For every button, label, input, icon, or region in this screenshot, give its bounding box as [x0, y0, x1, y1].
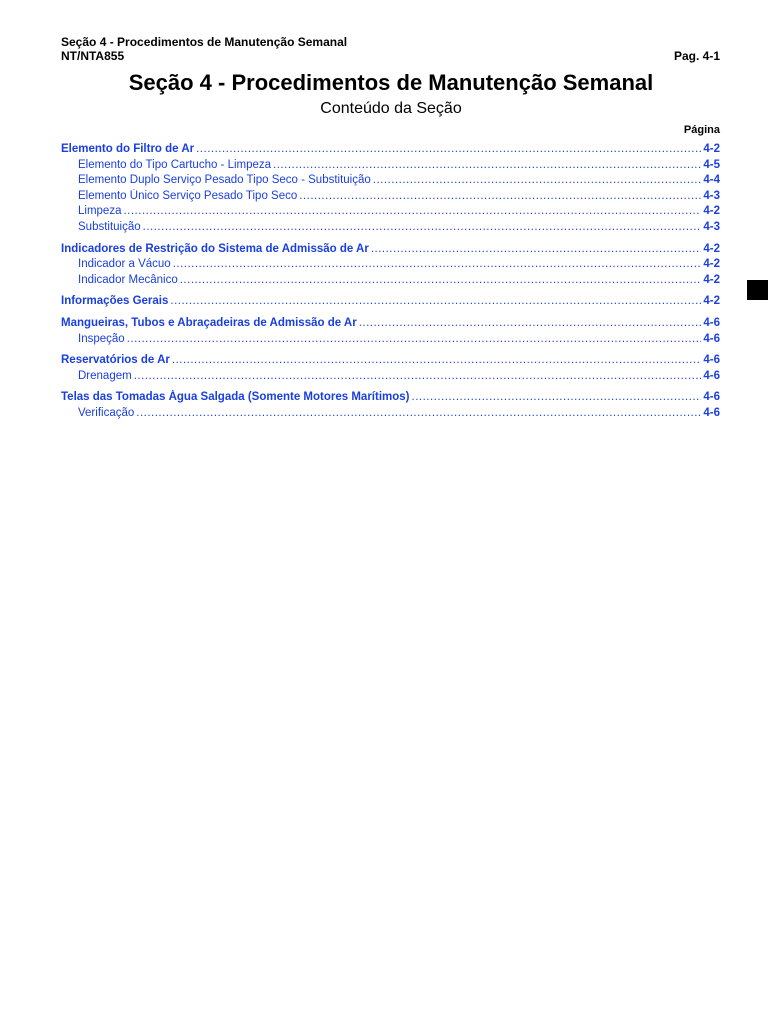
toc-entry-label: Reservatórios de Ar [61, 354, 170, 367]
toc-entry-page: 4-3 [703, 189, 720, 202]
page-column-label: Página [683, 124, 720, 136]
toc-leader-dots [172, 353, 702, 369]
toc-entry-page: 4-2 [703, 205, 720, 218]
toc-entry-label: Elemento Duplo Serviço Pesado Tipo Seco - Substituição [78, 174, 371, 187]
toc-main-entry[interactable] [61, 390, 720, 406]
toc-group [61, 390, 720, 421]
toc-leader-dots [123, 204, 701, 220]
toc-entry-label: Indicador Mecânico [78, 273, 178, 286]
toc-leader-dots [180, 273, 702, 289]
toc-entry-page: 4-2 [703, 295, 720, 308]
table-of-contents [61, 142, 720, 428]
toc-sub-entry[interactable] [61, 257, 720, 273]
toc-main-entry[interactable] [61, 242, 720, 258]
header-model: NT/NTA855 [61, 49, 125, 63]
toc-leader-dots [143, 220, 702, 236]
toc-sub-entry[interactable] [61, 220, 720, 236]
toc-entry-page: 4-2 [703, 258, 720, 271]
toc-entry-page: 4-6 [703, 354, 720, 367]
toc-entry-page: 4-6 [703, 406, 720, 419]
toc-entry-page: 4-6 [703, 391, 720, 404]
toc-sub-entry[interactable] [61, 406, 720, 422]
toc-leader-dots [136, 406, 701, 422]
toc-leader-dots [412, 390, 702, 406]
toc-leader-dots [134, 369, 702, 385]
toc-sub-entry[interactable] [61, 204, 720, 220]
toc-entry-page: 4-6 [703, 369, 720, 382]
toc-entry-label: Verificação [78, 406, 135, 419]
toc-entry-label: Elemento do Filtro de Ar [61, 143, 195, 155]
running-header [61, 35, 720, 63]
toc-sub-entry[interactable] [61, 173, 720, 189]
page-subtitle: Conteúdo da Seção [320, 100, 462, 117]
toc-leader-dots [170, 294, 701, 310]
toc-main-entry[interactable] [61, 142, 720, 158]
toc-entry-page: 4-2 [703, 242, 720, 255]
toc-leader-dots [299, 189, 701, 205]
toc-group [61, 242, 720, 289]
toc-leader-dots [373, 173, 702, 189]
toc-leader-dots [273, 158, 701, 174]
toc-sub-entry[interactable] [61, 158, 720, 174]
toc-sub-entry[interactable] [61, 273, 720, 289]
toc-leader-dots [371, 242, 702, 258]
toc-main-entry[interactable] [61, 316, 720, 332]
toc-group [61, 142, 720, 236]
toc-entry-label: Substituição [78, 220, 141, 233]
toc-entry-label: Telas das Tomadas Água Salgada (Somente Motores Marítimos) [61, 391, 410, 404]
section-tab-marker [747, 280, 768, 300]
toc-entry-page: 4-6 [703, 316, 720, 329]
toc-entry-page: 4-2 [703, 143, 720, 155]
toc-entry-label: Limpeza [78, 205, 122, 218]
toc-leader-dots [173, 257, 702, 273]
toc-sub-entry[interactable] [61, 332, 720, 348]
toc-entry-page: 4-3 [703, 220, 720, 233]
toc-group [61, 294, 720, 310]
toc-entry-label: Indicador a Vácuo [78, 258, 171, 271]
toc-entry-page: 4-4 [703, 174, 720, 187]
toc-entry-label: Elemento Único Serviço Pesado Tipo Seco [78, 189, 298, 202]
toc-group [61, 316, 720, 347]
toc-leader-dots [359, 316, 702, 332]
toc-sub-entry[interactable] [61, 189, 720, 205]
toc-entry-page: 4-2 [703, 273, 720, 286]
toc-leader-dots [127, 332, 702, 348]
page-title: Seção 4 - Procedimentos de Manutenção Semanal [128, 70, 654, 95]
toc-entry-label: Elemento do Tipo Cartucho - Limpeza [78, 158, 272, 171]
header-row-2 [61, 49, 720, 63]
toc-entry-label: Mangueiras, Tubos e Abraçadeiras de Admissão de Ar [61, 316, 357, 329]
toc-sub-entry[interactable] [61, 369, 720, 385]
toc-entry-label: Inspeção [78, 332, 125, 345]
toc-main-entry[interactable] [61, 353, 720, 369]
toc-entry-page: 4-5 [703, 158, 720, 171]
toc-main-entry[interactable] [61, 294, 720, 310]
toc-group [61, 353, 720, 384]
header-section-title: Seção 4 - Procedimentos de Manutenção Semanal [61, 35, 348, 49]
header-row-1 [61, 35, 720, 49]
toc-leader-dots [196, 142, 701, 158]
toc-entry-label: Informações Gerais [61, 295, 169, 308]
toc-entry-label: Indicadores de Restrição do Sistema de Admissão de Ar [61, 242, 369, 255]
header-page-number: Pag. 4-1 [673, 49, 720, 63]
toc-entry-page: 4-6 [703, 332, 720, 345]
toc-entry-label: Drenagem [78, 369, 132, 382]
